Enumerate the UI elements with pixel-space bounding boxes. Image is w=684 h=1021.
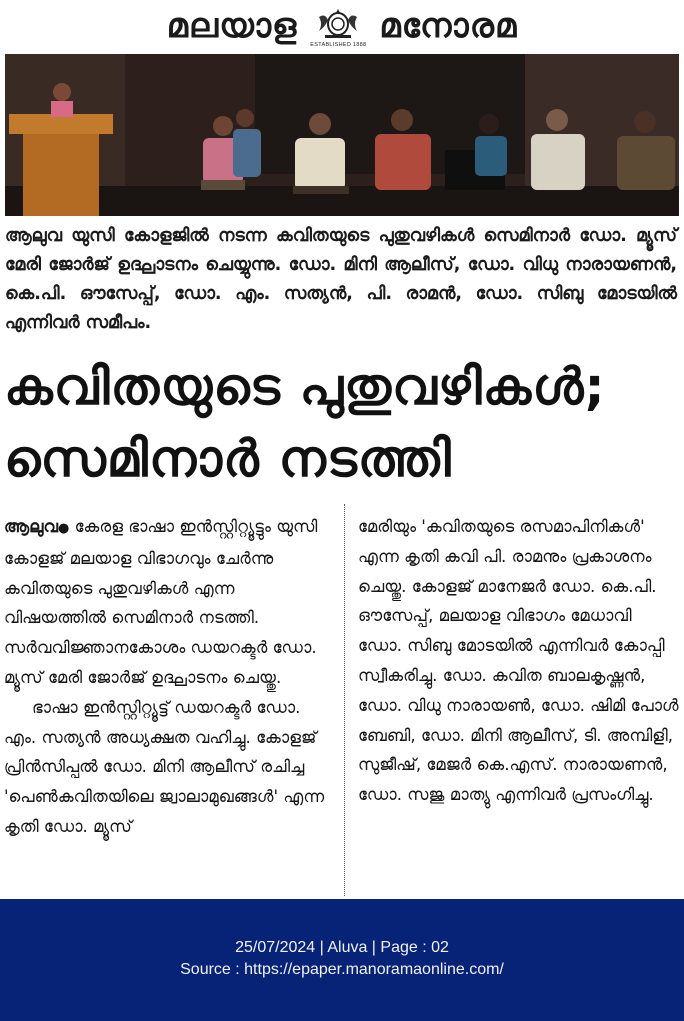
emblem-text: ESTABLISHED 1888: [310, 42, 367, 48]
news-photo: [5, 54, 679, 216]
article-paragraph-1: കേരള ഭാഷാ ഇൻസ്റ്റിറ്റ്യൂട്ടും യുസി കോളജ് മലയാള വിഭാഗവും ചേർന്നു കവിതയുടെ പുതുവഴികൾ എന്ന വിഷയത്തിൽ സെമിനാർ നടത്തി. സർവവിജ്ഞാനകോശം ഡയറക്ടർ ഡോ. മ്യൂസ് മേരി ജോർജ് ഉദ്ഘാടനം ചെയ്തു.: [4, 517, 318, 687]
masthead-right-word: മനോരമ: [379, 6, 518, 46]
dateline-bullet: ●: [58, 521, 70, 536]
article-paragraph-2: ഭാഷാ ഇൻസ്റ്റിറ്റ്യൂട്ട് ഡയറക്ടർ ഡോ. എം. സത്യൻ അധ്യക്ഷത വഹിച്ചു. കോളജ് പ്രിൻസിപ്പൽ ഡോ. മിനി ആലീസ് രചിച്ച 'പെൺകവിതയിലെ ജ്വാലാമുഖങ്ങൾ' എന്ന കൃതി ഡോ. മ്യൂസ്: [4, 697, 325, 836]
masthead: [0, 0, 684, 52]
emblem-icon: [315, 7, 361, 41]
article-paragraph-3: മേരിയും 'കവിതയുടെ രസമാപിനികൾ' എന്ന കൃതി കവി പി. രാമനും പ്രകാശനം ചെയ്തു. കോളജ് മാനേജർ ഡോ. കെ.പി. ഔസേപ്പ്, മലയാള വിഭാഗം മേധാവി ഡോ. സിബു മോടയിൽ എന്നിവർ കോപ്പി സ്വീകരിച്ചു. ഡോ. കവിത ബാലകൃഷ്ണൻ, ഡോ. വിധു നാരായൺ, ഡോ. ഷിമി പോൾ ബേബി, ഡോ. മിനി ആലീസ്, ടി. അമ്പിളി, സുജീഷ്, മേജർ കെ.എസ്. നാരായണൻ, ഡോ. സജു മാത്യു എന്നിവർ പ്രസംഗിച്ചു.: [358, 517, 679, 805]
source-footer: [0, 899, 684, 1021]
footer-date-line: 25/07/2024 | Aluva | Page : 02: [235, 939, 449, 956]
footer-source-line: Source : https://epaper.manoramaonline.com/: [180, 961, 504, 978]
article-column-left: [4, 512, 326, 842]
column-divider: [344, 504, 345, 896]
headline-line-2: സെമിനാർ നടത്തി: [4, 430, 452, 489]
photo-caption: ആലുവ യുസി കോളജിൽ നടന്ന കവിതയുടെ പുതുവഴികൾ സെമിനാർ ഡോ. മ്യൂസ് മേരി ജോർജ് ഉദ്ഘാടനം ചെയ്യുന്നു. ഡോ. മിനി ആലീസ്, ഡോ. വിധു നാരായണൻ, കെ.പി. ഔസേപ്പ്, ഡോ. എം. സത്യൻ, പി. രാമൻ, ഡോ. സിബു മോടയിൽ എന്നിവർ സമീപം.: [5, 226, 677, 333]
headline: [4, 352, 680, 496]
headline-line-1: കവിതയുടെ പുതുവഴികൾ;: [4, 358, 606, 417]
article-column-right: [358, 512, 680, 810]
dateline: ആലുവ: [4, 517, 59, 536]
masthead-left-word: മലയാള: [166, 6, 298, 46]
emblem-logo: [307, 4, 369, 48]
